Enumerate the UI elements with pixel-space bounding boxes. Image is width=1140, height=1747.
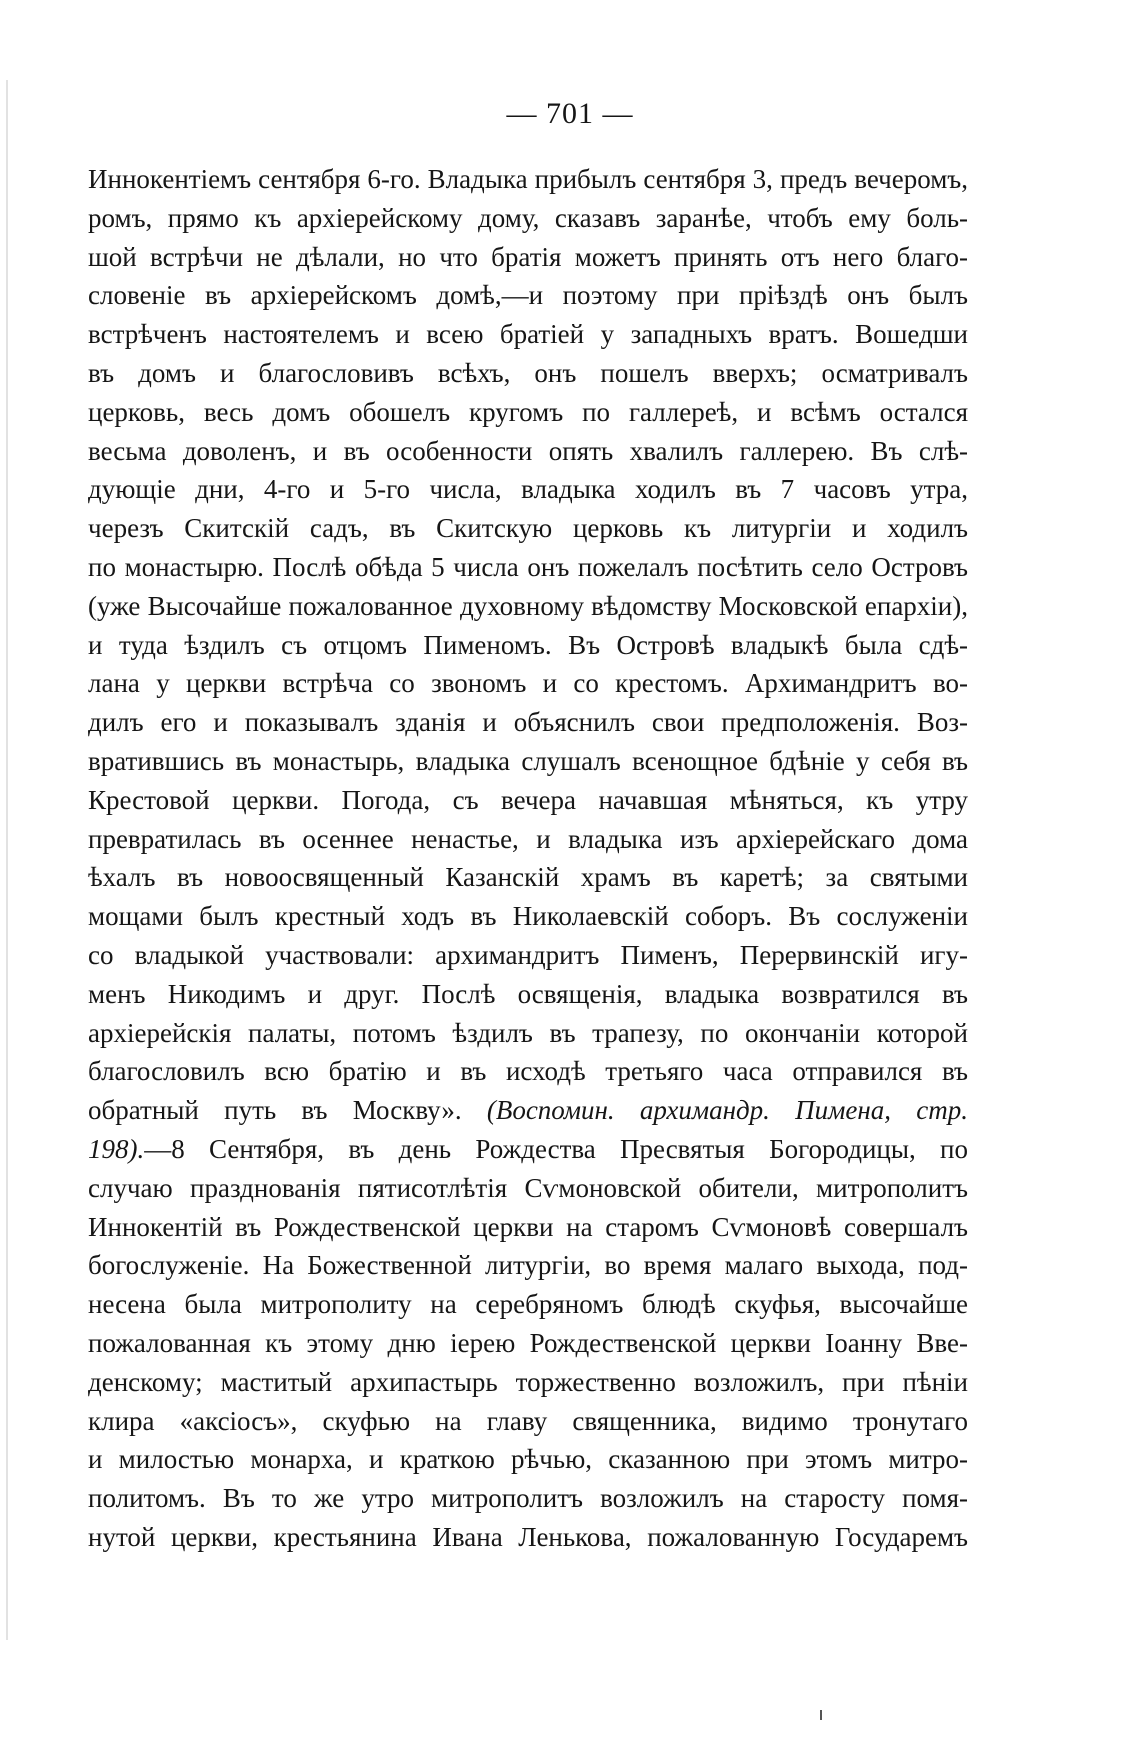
text-line: по монастырю. Послѣ обѣда 5 числа онъ пожелалъ посѣтить село Островъ (88, 551, 968, 582)
page-number: — 701 — (506, 97, 634, 130)
text-line: встрѣченъ настоятелемъ и всею братіей у западныхъ вратъ. Вошедши (88, 319, 968, 350)
text-line: нутой церкви, крестьянина Ивана Ленькова, пожалованную Государемъ (88, 1521, 968, 1552)
page-text-body (88, 160, 968, 1557)
text-line: (уже Высочайше пожалованное духовному вѣдомству Московской епархіи), (88, 590, 968, 621)
text-line: несена была митрополиту на серебряномъ блюдѣ скуфья, высочайше (88, 1289, 968, 1320)
text-line: благословилъ всю братію и въ исходѣ третьяго часа отправился въ (88, 1056, 968, 1087)
text-line: случаю празднованія пятисотлѣтія Сѵмоновской обители, митрополитъ (88, 1172, 968, 1203)
citation-italic: 198). (88, 1133, 145, 1164)
text-line: менъ Никодимъ и друг. Послѣ освященія, владыка возвратился въ (88, 978, 968, 1009)
text-line: весьма доволенъ, и въ особенности опять хвалилъ галлерею. Въ слѣ- (88, 435, 968, 466)
page-binding-edge (6, 80, 8, 1640)
text-line: черезъ Скитскій садъ, въ Скитскую церковь къ литургіи и ходилъ (88, 513, 968, 544)
text-line: дующіе дни, 4-го и 5-го числа, владыка ходилъ въ 7 часовъ утра, (88, 474, 968, 505)
text-line: архіерейскія палаты, потомъ ѣздилъ въ трапезу, по окончаніи которой (88, 1017, 968, 1048)
text-line: богослуженіе. На Божественной литургіи, во время малаго выхода, под- (88, 1250, 968, 1281)
text-line: мощами былъ крестный ходъ въ Николаевскій соборъ. Въ сослуженіи (88, 901, 968, 932)
text-line: Иннокентіемъ сентября 6-го. Владыка прибылъ сентября 3, предъ вечеромъ, (88, 164, 968, 194)
citation-italic: (Воспомин. архимандр. Пимена, стр. (486, 1095, 968, 1126)
text-line: пожалованная къ этому дню іерею Рождественской церкви Іоанну Вве- (88, 1327, 968, 1358)
text-line: и туда ѣздилъ съ отцомъ Пименомъ. Въ Островѣ владыкѣ была сдѣ- (88, 629, 968, 660)
text-line: ромъ, прямо къ архіерейскому дому, сказавъ заранѣе, чтобъ ему боль- (88, 202, 968, 233)
text-line: словеніе въ архіерейскомъ домѣ,—и поэтому при пріѣздѣ онъ былъ (88, 280, 968, 311)
text-line: лана у церкви встрѣча со звономъ и со крестомъ. Архимандритъ во- (88, 668, 968, 699)
stray-ink-mark (820, 1710, 822, 1720)
text-line: обратный путь въ Москву». (Воспомин. архимандр. Пимена, стр. (88, 1095, 968, 1126)
text-line: дилъ его и показывалъ зданія и объяснилъ свои предположенія. Воз- (88, 707, 968, 738)
text-line: шой встрѣчи не дѣлали, но что братія можетъ принять отъ него благо- (88, 241, 968, 272)
text-line: Иннокентій въ Рождественской церкви на старомъ Сѵмоновѣ совершалъ (88, 1211, 968, 1242)
text-line: клира «аксіосъ», скуфью на главу священника, видимо тронутаго (88, 1405, 968, 1436)
text-line: вратившись въ монастырь, владыка слушалъ всенощное бдѣніе у себя въ (88, 745, 968, 776)
text-line: Крестовой церкви. Погода, съ вечера начавшая мѣняться, къ утру (88, 784, 968, 815)
text-line: со владыкой участвовали: архимандритъ Пименъ, Перервинскій игу- (88, 939, 968, 970)
text-line: церковь, весь домъ обошелъ кругомъ по галлереѣ, и всѣмъ остался (88, 396, 968, 427)
text-line: политомъ. Въ то же утро митрополитъ возложилъ на старосту помя- (88, 1483, 968, 1514)
text-line: и милостью монарха, и краткою рѣчью, сказанною при этомъ митро- (88, 1444, 968, 1475)
text-line: 198).—8 Сентября, въ день Рождества Пресвятыя Богородицы, по (88, 1133, 968, 1164)
text-line: денскому; маститый архипастырь торжественно возложилъ, при пѣніи (88, 1366, 968, 1397)
text-line: ѣхалъ въ новоосвященный Казанскій храмъ въ каретѣ; за святыми (88, 862, 968, 893)
text-line: въ домъ и благословивъ всѣхъ, онъ пошелъ вверхъ; осматривалъ (88, 357, 968, 388)
text-line: превратилась въ осеннее ненастье, и владыка изъ архіерейскаго дома (88, 823, 968, 854)
